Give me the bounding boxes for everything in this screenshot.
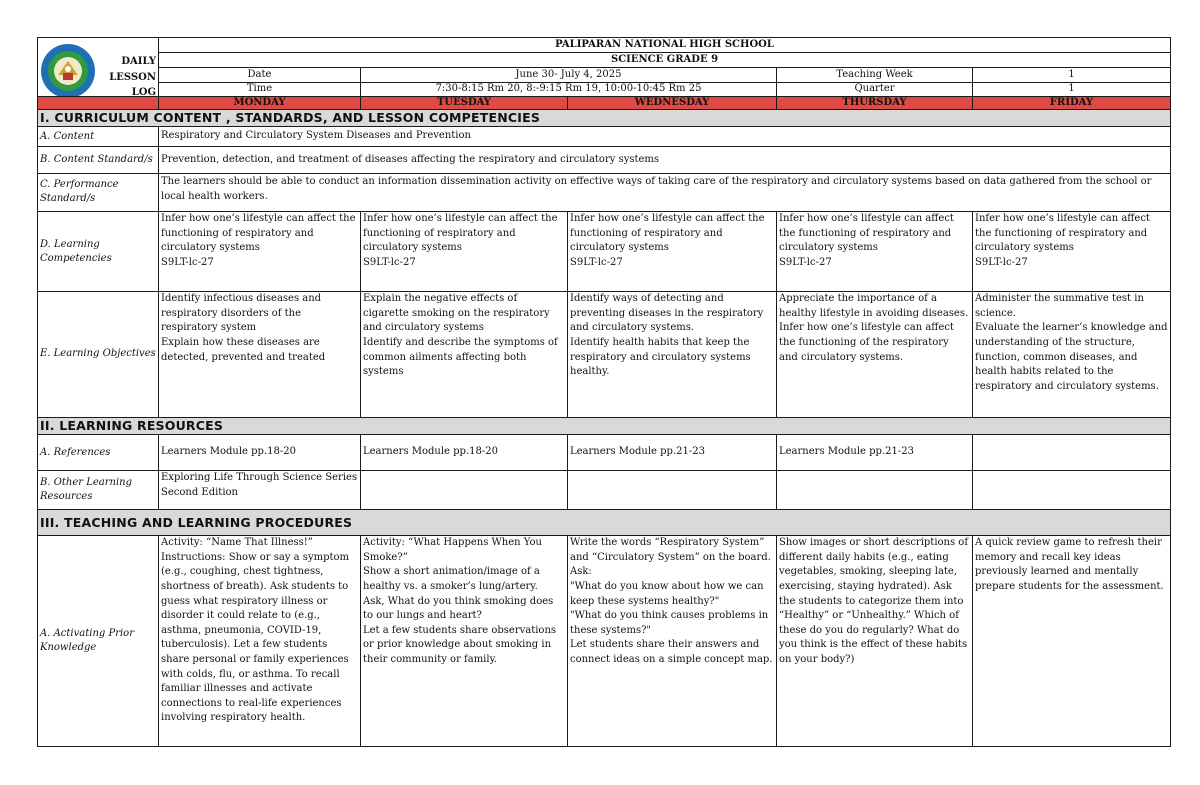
time-value: 7:30-8:15 Rm 20, 8:-9:15 Rm 19, 10:00-10:45 Rm 25 bbox=[361, 82, 777, 96]
day-header-friday: FRIDAY bbox=[973, 96, 1171, 109]
school-name: PALIPARAN NATIONAL HIGH SCHOOL bbox=[159, 38, 1171, 53]
performance-standard-label: C. Performance Standard/s bbox=[38, 173, 159, 211]
objective-thursday: Appreciate the importance of a healthy lifestyle in avoiding diseases. Infer how one’s lifestyle can affect the functioning of the respiratory and circulatory systems. bbox=[777, 292, 973, 418]
day-header-thursday: THURSDAY bbox=[777, 96, 973, 109]
references-label: A. References bbox=[38, 434, 159, 470]
prior-knowledge-label: A. Activating Prior Knowledge bbox=[38, 536, 159, 747]
day-header-tuesday: TUESDAY bbox=[361, 96, 568, 109]
content-value: Respiratory and Circulatory System Diseases and Prevention bbox=[159, 127, 1171, 147]
objective-friday: Administer the summative test in science. Evaluate the learner’s knowledge and understanding of the structure, function, common diseases, and health habits related to the respiratory and circulatory systems. bbox=[973, 292, 1171, 418]
other-resource-thursday bbox=[777, 471, 973, 509]
performance-standard-value: The learners should be able to conduct an information dissemination activity on effective ways of taking care of the respiratory and circulatory systems based on data gathered from the school or local health workers. bbox=[159, 173, 1171, 211]
section-curriculum: I. CURRICULUM CONTENT , STANDARDS, AND LESSON COMPETENCIES bbox=[38, 109, 1171, 126]
objective-wednesday: Identify ways of detecting and preventing diseases in the respiratory and circulatory systems. Identify health habits that keep the respiratory and circulatory systems healthy. bbox=[568, 292, 777, 418]
competencies-label: D. Learning Competencies bbox=[38, 212, 159, 292]
reference-monday: Learners Module pp.18-20 bbox=[159, 434, 361, 470]
other-resources-label: B. Other Learning Resources bbox=[38, 471, 159, 509]
objective-tuesday: Explain the negative effects of cigarette smoking on the respiratory and circulatory systems Identify and describe the symptoms of common ailments affecting both systems bbox=[361, 292, 568, 418]
day-header-blank bbox=[38, 96, 159, 109]
reference-friday bbox=[973, 434, 1171, 470]
objective-monday: Identify infectious diseases and respiratory disorders of the respiratory system Explain how these diseases are detected, prevented and treated bbox=[159, 292, 361, 418]
competency-wednesday: Infer how one’s lifestyle can affect the functioning of respiratory and circulatory systems S9LT-lc-27 bbox=[568, 212, 777, 292]
content-standard-value: Prevention, detection, and treatment of diseases affecting the respiratory and circulatory systems bbox=[159, 147, 1171, 173]
header-logo-cell bbox=[38, 38, 159, 97]
section-resources: II. LEARNING RESOURCES bbox=[38, 417, 1171, 434]
competency-tuesday: Infer how one’s lifestyle can affect the functioning of respiratory and circulatory systems S9LT-lc-27 bbox=[361, 212, 568, 292]
competency-monday: Infer how one’s lifestyle can affect the functioning of respiratory and circulatory systems S9LT-lc-27 bbox=[159, 212, 361, 292]
other-resource-wednesday bbox=[568, 471, 777, 509]
competency-friday: Infer how one’s lifestyle can affect the functioning of respiratory and circulatory systems S9LT-lc-27 bbox=[973, 212, 1171, 292]
daily-lesson-log-table bbox=[37, 37, 1171, 747]
reference-tuesday: Learners Module pp.18-20 bbox=[361, 434, 568, 470]
prior-knowledge-friday: A quick review game to refresh their memory and recall key ideas previously learned and mentally prepare students for the assessment. bbox=[973, 536, 1171, 747]
quarter-value: 1 bbox=[973, 82, 1171, 96]
prior-knowledge-thursday: Show images or short descriptions of different daily habits (e.g., eating vegetables, smoking, sleeping late, exercising, staying hydrated). Ask the students to categorize them into “Healthy” or “Unhealthy.” Which of these do you do regularly? What do you think is the effect of these habits on your body?) bbox=[777, 536, 973, 747]
quarter-label: Quarter bbox=[777, 82, 973, 96]
doc-label-lesson: LESSON bbox=[109, 71, 156, 83]
other-resource-tuesday bbox=[361, 471, 568, 509]
content-label: A. Content bbox=[38, 127, 159, 147]
prior-knowledge-wednesday: Write the words “Respiratory System” and “Circulatory System” on the board. Ask: "What do you know about how we can keep these systems healthy?" "What do you think causes problems in these systems?" Let students share their answers and connect ideas on a simple concept map. bbox=[568, 536, 777, 747]
objectives-label: E. Learning Objectives bbox=[38, 292, 159, 418]
day-header-wednesday: WEDNESDAY bbox=[568, 96, 777, 109]
other-resource-friday bbox=[973, 471, 1171, 509]
reference-wednesday: Learners Module pp.21-23 bbox=[568, 434, 777, 470]
grade-level: SCIENCE GRADE 9 bbox=[159, 53, 1171, 68]
date-value: June 30- July 4, 2025 bbox=[361, 68, 777, 82]
date-label: Date bbox=[159, 68, 361, 82]
division-seal-icon bbox=[40, 43, 96, 96]
doc-label-daily: DAILY bbox=[121, 56, 156, 67]
doc-label-log: LOG bbox=[131, 87, 156, 97]
other-resource-monday: Exploring Life Through Science Series Second Edition bbox=[159, 471, 361, 509]
content-standard-label: B. Content Standard/s bbox=[38, 147, 159, 173]
time-label: Time bbox=[159, 82, 361, 96]
section-procedures: III. TEACHING AND LEARNING PROCEDURES bbox=[38, 509, 1171, 535]
day-header-monday: MONDAY bbox=[159, 96, 361, 109]
prior-knowledge-tuesday: Activity: “What Happens When You Smoke?” Show a short animation/image of a healthy vs. a smoker’s lung/artery. Ask, What do you think smoking does to our lungs and heart? Let a few students share observations or prior knowledge about smoking in their community or family. bbox=[361, 536, 568, 747]
teaching-week-label: Teaching Week bbox=[777, 68, 973, 82]
reference-thursday: Learners Module pp.21-23 bbox=[777, 434, 973, 470]
prior-knowledge-monday: Activity: “Name That Illness!” Instructions: Show or say a symptom (e.g., coughing, chest tightness, shortness of breath). Ask students to guess what respiratory illness or disorder it could relate to (e.g., asthma, pneumonia, COVID-19, tuberculosis). Let a few students share personal or family experiences with colds, flu, or asthma. To recall familiar illnesses and activate connections to real-life experiences involving respiratory health. bbox=[159, 536, 361, 747]
competency-thursday: Infer how one’s lifestyle can affect the functioning of respiratory and circulatory systems S9LT-lc-27 bbox=[777, 212, 973, 292]
teaching-week-value: 1 bbox=[973, 68, 1171, 82]
